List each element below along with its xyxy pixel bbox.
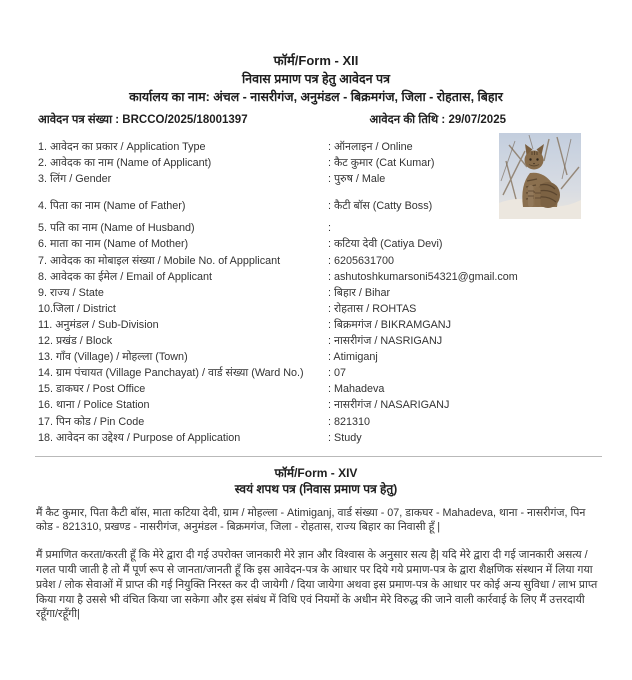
field-label: 3. लिंग / Gender xyxy=(38,173,112,186)
field-value: : कटिया देवी (Catiya Devi) xyxy=(328,238,443,251)
form-field-row xyxy=(0,397,632,413)
field-value: : नासरीगंज / NASARIGANJ xyxy=(328,399,450,412)
field-label: 17. पिन कोड / Pin Code xyxy=(38,415,145,428)
application-number-value: BRCCO/2025/18001397 xyxy=(122,114,248,126)
field-label: 10.जिला / District xyxy=(38,302,116,315)
form12-header xyxy=(0,0,632,107)
field-value: : ashutoshkumarsoni54321@gmail.com xyxy=(328,270,518,283)
form-field-row xyxy=(0,381,632,397)
form14-header xyxy=(0,465,632,497)
application-date xyxy=(370,112,507,127)
field-value: : बिक्रमगंज / BIKRAMGANJ xyxy=(328,318,451,331)
field-label: 8. आवेदक का ईमेल / Email of Applicant xyxy=(38,270,213,283)
field-label: 18. आवेदन का उद्देश्य / Purpose of Application xyxy=(38,431,241,444)
field-label: 11. अनुमंडल / Sub-Division xyxy=(38,318,159,331)
field-value: : कैटी बॉस (Catty Boss) xyxy=(328,200,433,213)
field-value: : 6205631700 xyxy=(328,254,395,267)
form14-declaration-paragraph: मैं प्रमाणित करता/करती हूँ कि मेरे द्वारा दी गई उपरोक्त जानकारी मेरे ज्ञान और विश्वास के अनुसार सत्य है| यदि मेरे द्वारा दी गई जानकारी असत्य / गलत पायी जाती है तो मैं पूर्ण रूप से जानता/जानती हूँ कि इस आवेदन-पत्र के आधार पर दिये गये प्रमाण-पत्र के द्वारा शैक्षणिक संस्थान में लिया गया प्रवेश / लोक सेवाओं में प्राप्त की गई नियुक्ति निरस्त कर दी जायेगी / दिया जायेगा अथवा इस प्रमाण-पत्र के आधार पर कोई अन्य सुविधा / लाभ प्राप्त किया गया है उससे भी वंचित किया जा सकेगा और इस संबंध में विधि एवं नियमों के अधीन मेरे विरुद्ध की जाने वाली कार्रवाई के लिए मैं उत्तरदायी रहूँगा/रहूँगी| xyxy=(36,549,598,621)
field-value: : xyxy=(328,222,331,235)
form14-title: फॉर्म/Form - XIV xyxy=(274,465,358,480)
application-date-value: 29/07/2025 xyxy=(448,114,506,126)
form-field-row xyxy=(0,253,632,269)
field-label: 6. माता का नाम (Name of Mother) xyxy=(38,238,189,251)
field-value: : कैट कुमार (Cat Kumar) xyxy=(328,157,435,170)
form-field-row xyxy=(0,349,632,365)
form14-subtitle: स्वयं शपथ पत्र (निवास प्रमाण पत्र हेतु) xyxy=(234,481,398,496)
form-field-row xyxy=(0,236,632,252)
field-value: : नासरीगंज / NASRIGANJ xyxy=(328,335,443,348)
field-value: : 821310 xyxy=(328,415,371,428)
form-field-row xyxy=(0,333,632,349)
field-label: 14. ग्राम पंचायत (Village Panchayat) / वार्ड संख्या (Ward No.) xyxy=(38,367,304,380)
application-number xyxy=(38,112,248,127)
field-label: 9. राज्य / State xyxy=(38,286,104,299)
field-value: : पुरुष / Male xyxy=(328,173,386,186)
form14-residence-paragraph: मैं कैट कुमार, पिता कैटी बॉस, माता कटिया देवी, ग्राम / मोहल्ला - Atimiganj, वार्ड संख्या - 07, डाकघर - Mahadeva, थाना - नासरीगंज, पिन कोड - 821310, प्रखण्ड - नासरीगंज, अनुमंडल - बिक्रमगंज, जिला - रोहतास, राज्य बिहार का निवासी हूँ | xyxy=(36,506,586,534)
field-value: : Study xyxy=(328,431,362,444)
form-field-row xyxy=(0,285,632,301)
field-value: : ऑनलाइन / Online xyxy=(328,141,413,153)
field-label: 12. प्रखंड / Block xyxy=(38,335,113,348)
form-field-row xyxy=(0,317,632,333)
field-label: 5. पति का नाम (Name of Husband) xyxy=(38,222,195,235)
form-field-row xyxy=(0,365,632,381)
field-label: 13. गाँव (Village) / मोहल्ला (Town) xyxy=(38,351,188,364)
field-value: : Atimiganj xyxy=(328,351,378,364)
form-field-row xyxy=(0,269,632,285)
application-number-label: आवेदन पत्र संख्या : xyxy=(38,114,120,126)
applicant-photo xyxy=(499,133,581,219)
section-divider xyxy=(35,456,602,457)
field-label: 15. डाकघर / Post Office xyxy=(38,383,146,396)
field-value: : Mahadeva xyxy=(328,383,385,396)
application-date-label: आवेदन की तिथि : xyxy=(369,114,446,126)
form12-title: फॉर्म/Form - XII xyxy=(273,53,359,68)
form-field-row xyxy=(0,301,632,317)
field-label: 16. थाना / Police Station xyxy=(38,399,150,412)
field-label: 7. आवेदक का मोबाइल संख्या / Mobile No. of Appplicant xyxy=(38,254,281,267)
application-meta-line xyxy=(0,112,632,127)
form12-office-line: कार्यालय का नाम: अंचल - नासरीगंज, अनुमंडल - बिक्रमगंज, जिला - रोहतास, बिहार xyxy=(129,90,503,104)
form12-subtitle: निवास प्रमाण पत्र हेतु आवेदन पत्र xyxy=(241,72,391,86)
field-value: : बिहार / Bihar xyxy=(328,286,391,299)
field-label: 2. आवेदक का नाम (Name of Applicant) xyxy=(38,157,212,170)
form-field-row xyxy=(0,414,632,430)
field-value: : 07 xyxy=(328,367,347,380)
field-value: : रोहतास / ROHTAS xyxy=(328,302,417,315)
form-field-row xyxy=(0,430,632,446)
form-field-row xyxy=(0,220,632,236)
applicant-photo-cat-illustration xyxy=(499,133,581,219)
field-label: 1. आवेदन का प्रकार / Application Type xyxy=(38,141,206,153)
field-label: 4. पिता का नाम (Name of Father) xyxy=(38,200,186,213)
